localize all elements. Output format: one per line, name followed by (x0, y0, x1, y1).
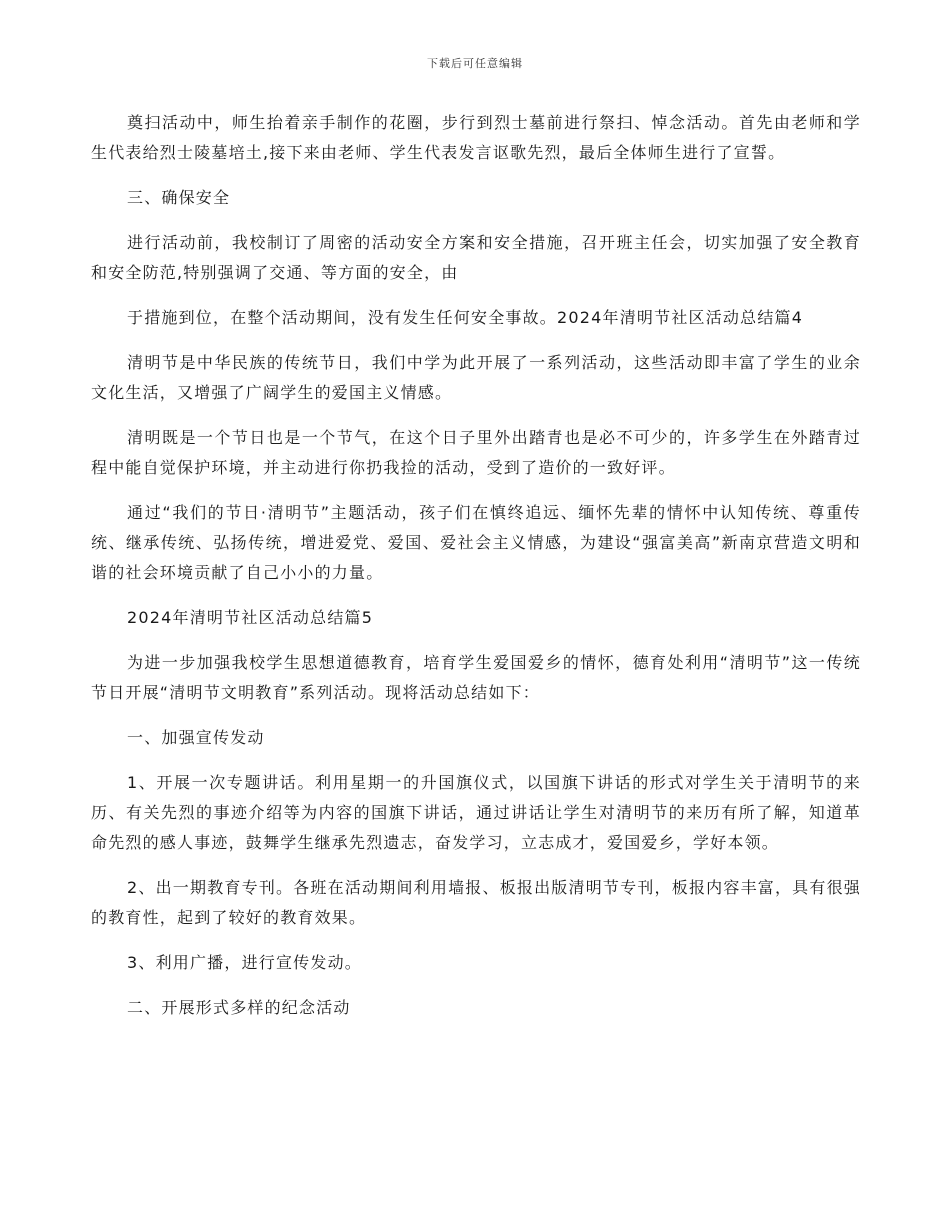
heading-publicity: 一、加强宣传发动 (127, 728, 265, 747)
paragraph-no-accidents: 于措施到位，在整个活动期间，没有发生任何安全事故。2024年清明节社区活动总结篇4 (127, 308, 804, 327)
document-body (91, 108, 861, 1038)
heading-ensure-safety: 三、确保安全 (127, 188, 231, 207)
page-header: 下载后可任意编辑 (427, 57, 523, 70)
section-title-part5: 2024年清明节社区活动总结篇5 (127, 608, 374, 627)
paragraph-outing: 清明既是一个节日也是一个节气，在这个日子里外出踏青也是必不可少的，许多学生在外踏青过程中能自觉保护环境，并主动进行你扔我捡的活动，受到了造价的一致好评。 (91, 428, 861, 477)
list-item-bulletin: 2、出一期教育专刊。各班在活动期间利用墙报、板报出版清明节专刊，板报内容丰富，具有很强的教育性，起到了较好的教育效果。 (91, 878, 861, 927)
list-item-broadcast: 3、利用广播，进行宣传发动。 (127, 953, 362, 972)
list-item-speech: 1、开展一次专题讲话。利用星期一的升国旗仪式，以国旗下讲话的形式对学生关于清明节的来历、有关先烈的事迹介绍等为内容的国旗下讲话，通过讲话让学生对清明节的来历有所了解，知道革命先烈的感人事迹，鼓舞学生继承先烈遗志，奋发学习，立志成才，爱国爱乡，学好本领。 (91, 773, 861, 852)
paragraph-memorial-activity: 奠扫活动中，师生抬着亲手制作的花圈，步行到烈士墓前进行祭扫、悼念活动。首先由老师和学生代表给烈士陵墓培土,接下来由老师、学生代表发言讴歌先烈，最后全体师生进行了宣誓。 (91, 113, 861, 162)
paragraph-safety-measures: 进行活动前，我校制订了周密的活动安全方案和安全措施，召开班主任会，切实加强了安全教育和安全防范,特别强调了交通、等方面的安全，由 (91, 233, 861, 282)
paragraph-intro-part5: 为进一步加强我校学生思想道德教育，培育学生爱国爱乡的情怀，德育处利用“清明节”这一传统节日开展“清明节文明教育”系列活动。现将活动总结如下： (91, 653, 861, 702)
paragraph-theme-activity: 通过“我们的节日·清明节”主题活动，孩子们在慎终追远、缅怀先辈的情怀中认知传统、尊重传统、继承传统、弘扬传统，增进爱党、爱国、爱社会主义情感，为建设“强富美高”新南京营造文明和谐的社会环境贡献了自己小小的力量。 (91, 503, 861, 582)
heading-memorial-activities: 二、开展形式多样的纪念活动 (127, 998, 351, 1017)
paragraph-qingming-tradition: 清明节是中华民族的传统节日，我们中学为此开展了一系列活动，这些活动即丰富了学生的业余文化生活，又增强了广阔学生的爱国主义情感。 (91, 353, 861, 402)
